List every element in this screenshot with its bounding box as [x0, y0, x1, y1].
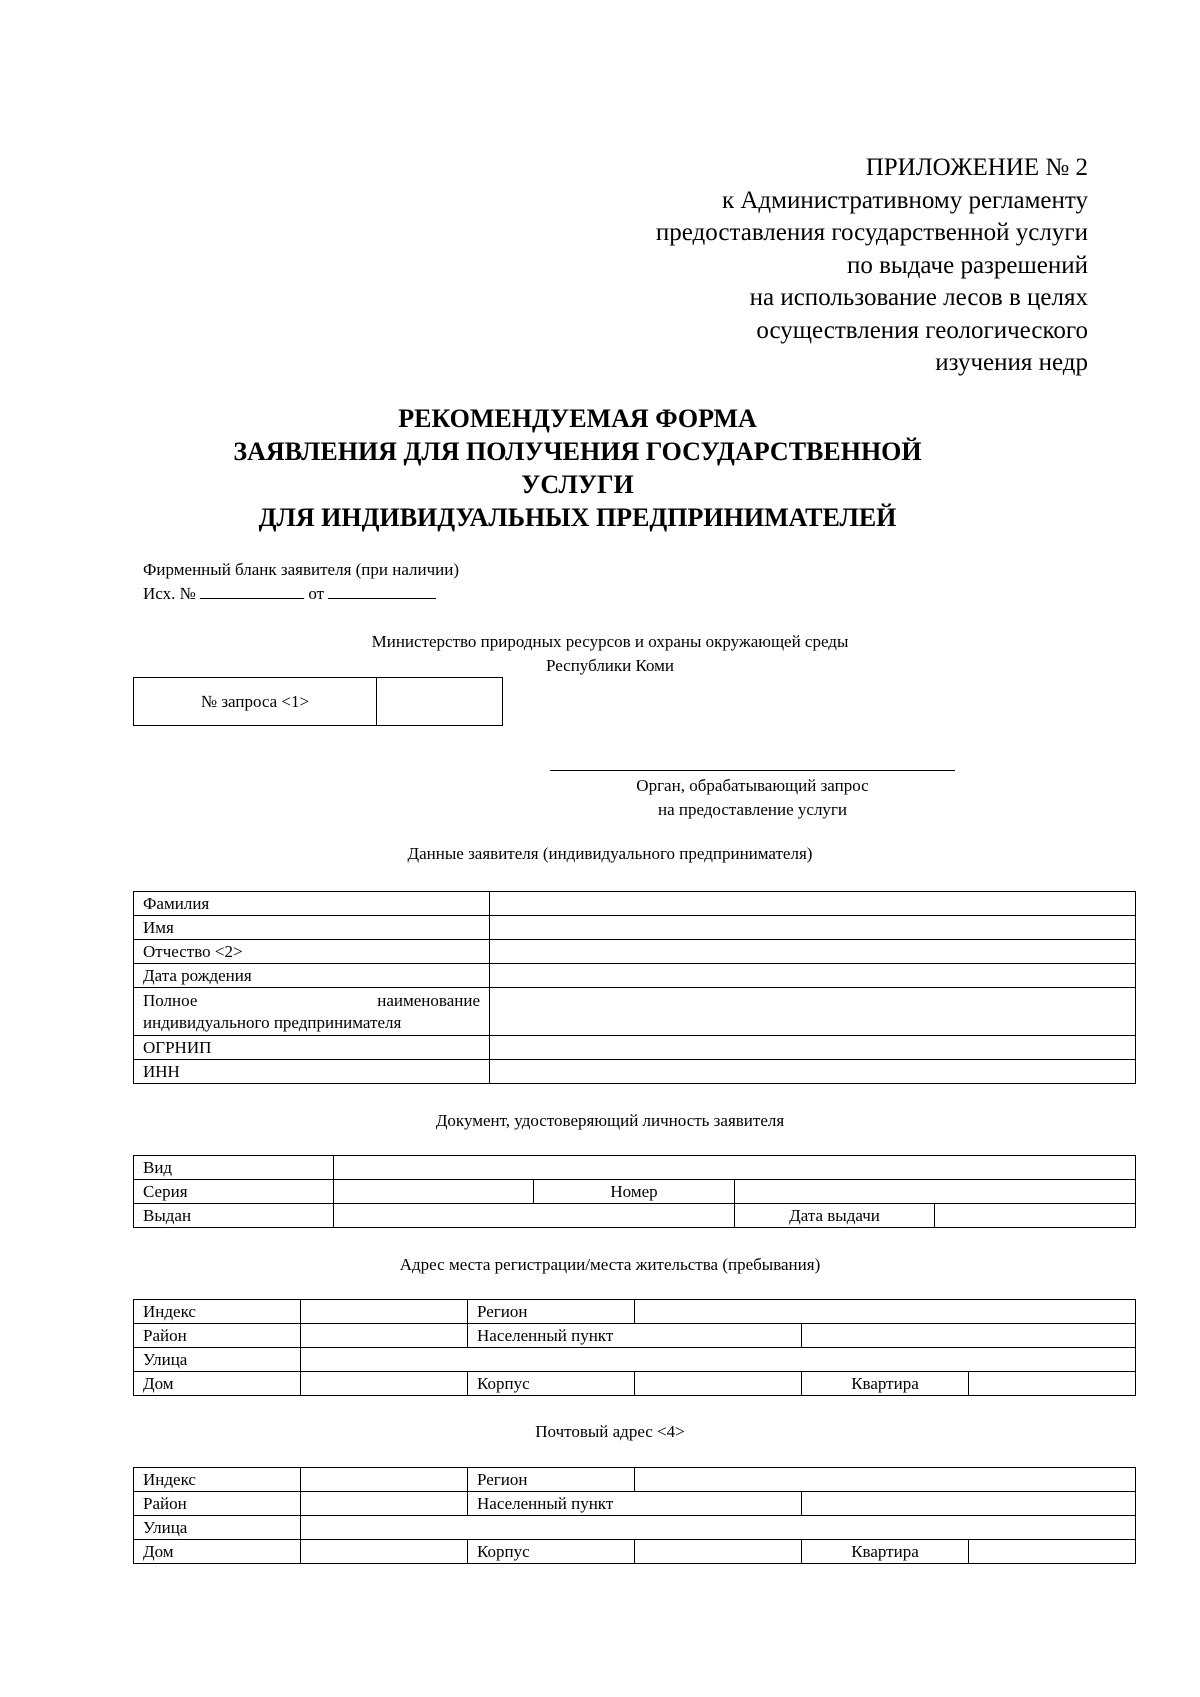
doc-issued-field[interactable] — [334, 1204, 735, 1228]
postal-address-section-title: Почтовый адрес <4> — [535, 1422, 685, 1441]
table-row — [134, 1060, 1136, 1084]
index-field[interactable] — [301, 1468, 468, 1492]
postal-address-table — [133, 1467, 1136, 1564]
table-row — [134, 1540, 1136, 1564]
title-line: ЗАЯВЛЕНИЯ ДЛЯ ПОЛУЧЕНИЯ ГОСУДАРСТВЕННОЙ — [233, 437, 922, 466]
appendix-line: осуществления геологического — [756, 316, 1088, 344]
settlement-field[interactable] — [802, 1492, 1136, 1516]
appendix-line: к Административному регламенту — [721, 186, 1088, 214]
table-row — [134, 1516, 1136, 1540]
outgoing-date-field[interactable] — [328, 582, 436, 599]
full-name-field[interactable] — [490, 988, 1136, 1036]
full-name-label-part: Полное — [143, 990, 198, 1010]
doc-issue-date-label: Дата выдачи — [735, 1204, 935, 1228]
organ-caption-line: на предоставление услуги — [657, 800, 848, 819]
identity-doc-section-title: Документ, удостоверяющий личность заявителя — [435, 1111, 785, 1130]
name-label: Имя — [134, 916, 490, 940]
district-field[interactable] — [301, 1324, 468, 1348]
ministry-region: Республики Коми — [545, 656, 675, 675]
registration-address-table — [133, 1299, 1136, 1396]
house-field[interactable] — [301, 1372, 468, 1396]
house-label: Дом — [134, 1540, 301, 1564]
title-line: УСЛУГИ — [521, 470, 634, 499]
form-title — [130, 402, 1025, 534]
organ-caption — [550, 774, 955, 822]
table-row — [134, 1372, 1136, 1396]
doc-type-label: Вид — [134, 1156, 334, 1180]
street-label: Улица — [134, 1348, 301, 1372]
table-row — [134, 964, 1136, 988]
table-row — [134, 1324, 1136, 1348]
apartment-field[interactable] — [969, 1372, 1136, 1396]
appendix-line: по выдаче разрешений — [846, 251, 1088, 279]
applicant-table — [133, 891, 1136, 1084]
region-field[interactable] — [635, 1468, 1136, 1492]
region-label: Регион — [468, 1468, 635, 1492]
table-row — [134, 1492, 1136, 1516]
letterhead-label: Фирменный бланк заявителя (при наличии) — [143, 560, 460, 579]
organ-caption-line: Орган, обрабатывающий запрос — [636, 776, 869, 795]
doc-series-field[interactable] — [334, 1180, 534, 1204]
table-row — [134, 1156, 1136, 1180]
house-label: Дом — [134, 1372, 301, 1396]
request-number-table — [133, 677, 503, 726]
house-field[interactable] — [301, 1540, 468, 1564]
doc-type-field[interactable] — [334, 1156, 1136, 1180]
street-field[interactable] — [301, 1516, 1136, 1540]
surname-label: Фамилия — [134, 892, 490, 916]
full-name-label — [134, 988, 490, 1036]
doc-series-label: Серия — [134, 1180, 334, 1204]
outgoing-number-field[interactable] — [200, 582, 304, 599]
street-label: Улица — [134, 1516, 301, 1540]
table-row — [134, 940, 1136, 964]
appendix-line: изучения недр — [935, 349, 1088, 376]
building-label: Корпус — [468, 1372, 635, 1396]
appendix-line: на использование лесов в целях — [749, 284, 1088, 311]
doc-issue-date-field[interactable] — [935, 1204, 1136, 1228]
patronymic-field[interactable] — [490, 940, 1136, 964]
name-field[interactable] — [490, 916, 1136, 940]
appendix-header — [528, 152, 1088, 380]
applicant-section-title: Данные заявителя (индивидуального предпринимателя) — [407, 844, 813, 863]
table-row — [134, 1300, 1136, 1324]
organ-signature-line[interactable] — [550, 770, 955, 771]
doc-issued-label: Выдан — [134, 1204, 334, 1228]
index-label: Индекс — [134, 1300, 301, 1324]
request-number-field[interactable] — [377, 678, 503, 726]
district-label: Район — [134, 1492, 301, 1516]
doc-number-label: Номер — [534, 1180, 735, 1204]
full-name-label-line — [143, 990, 480, 1012]
apartment-label: Квартира — [802, 1540, 969, 1564]
birth-date-label: Дата рождения — [134, 964, 490, 988]
index-label: Индекс — [134, 1468, 301, 1492]
ogrnip-label: ОГРНИП — [134, 1036, 490, 1060]
table-row — [134, 892, 1136, 916]
table-row — [134, 1348, 1136, 1372]
full-name-label-part: индивидуального предпринимателя — [143, 1012, 402, 1032]
title-line: РЕКОМЕНДУЕМАЯ ФОРМА — [398, 404, 757, 433]
request-number-label: № запроса <1> — [134, 678, 377, 726]
appendix-line: предоставления государственной услуги — [655, 219, 1088, 246]
settlement-label: Населенный пункт — [468, 1492, 802, 1516]
birth-date-field[interactable] — [490, 964, 1136, 988]
table-row — [134, 1036, 1136, 1060]
ogrnip-field[interactable] — [490, 1036, 1136, 1060]
building-label: Корпус — [468, 1540, 635, 1564]
ministry-block — [130, 630, 1090, 678]
table-row — [134, 1468, 1136, 1492]
inn-field[interactable] — [490, 1060, 1136, 1084]
table-row — [134, 916, 1136, 940]
building-field[interactable] — [635, 1372, 802, 1396]
identity-doc-table — [133, 1155, 1136, 1228]
region-field[interactable] — [635, 1300, 1136, 1324]
inn-label: ИНН — [134, 1060, 490, 1084]
settlement-label: Населенный пункт — [468, 1324, 802, 1348]
outgoing-number-label: Исх. № — [143, 584, 196, 603]
patronymic-label: Отчество <2> — [134, 940, 490, 964]
table-row — [134, 1180, 1136, 1204]
apartment-label: Квартира — [802, 1372, 969, 1396]
doc-number-field[interactable] — [735, 1180, 1136, 1204]
outgoing-number-line — [143, 582, 459, 606]
registration-address-section-title: Адрес места регистрации/места жительства (пребывания) — [399, 1255, 821, 1274]
appendix-line: ПРИЛОЖЕНИЕ № 2 — [865, 154, 1088, 181]
district-field[interactable] — [301, 1492, 468, 1516]
surname-field[interactable] — [490, 892, 1136, 916]
outgoing-date-label: от — [308, 584, 325, 603]
ministry-name: Министерство природных ресурсов и охраны окружающей среды — [371, 632, 849, 651]
building-field[interactable] — [635, 1540, 802, 1564]
region-label: Регион — [468, 1300, 635, 1324]
table-row — [134, 988, 1136, 1036]
district-label: Район — [134, 1324, 301, 1348]
title-line: ДЛЯ ИНДИВИДУАЛЬНЫХ ПРЕДПРИНИМАТЕЛЕЙ — [258, 503, 897, 532]
street-field[interactable] — [301, 1348, 1136, 1372]
settlement-field[interactable] — [802, 1324, 1136, 1348]
index-field[interactable] — [301, 1300, 468, 1324]
table-row — [134, 1204, 1136, 1228]
apartment-field[interactable] — [969, 1540, 1136, 1564]
full-name-label-part: наименование — [377, 990, 480, 1010]
letterhead-block — [143, 558, 459, 606]
